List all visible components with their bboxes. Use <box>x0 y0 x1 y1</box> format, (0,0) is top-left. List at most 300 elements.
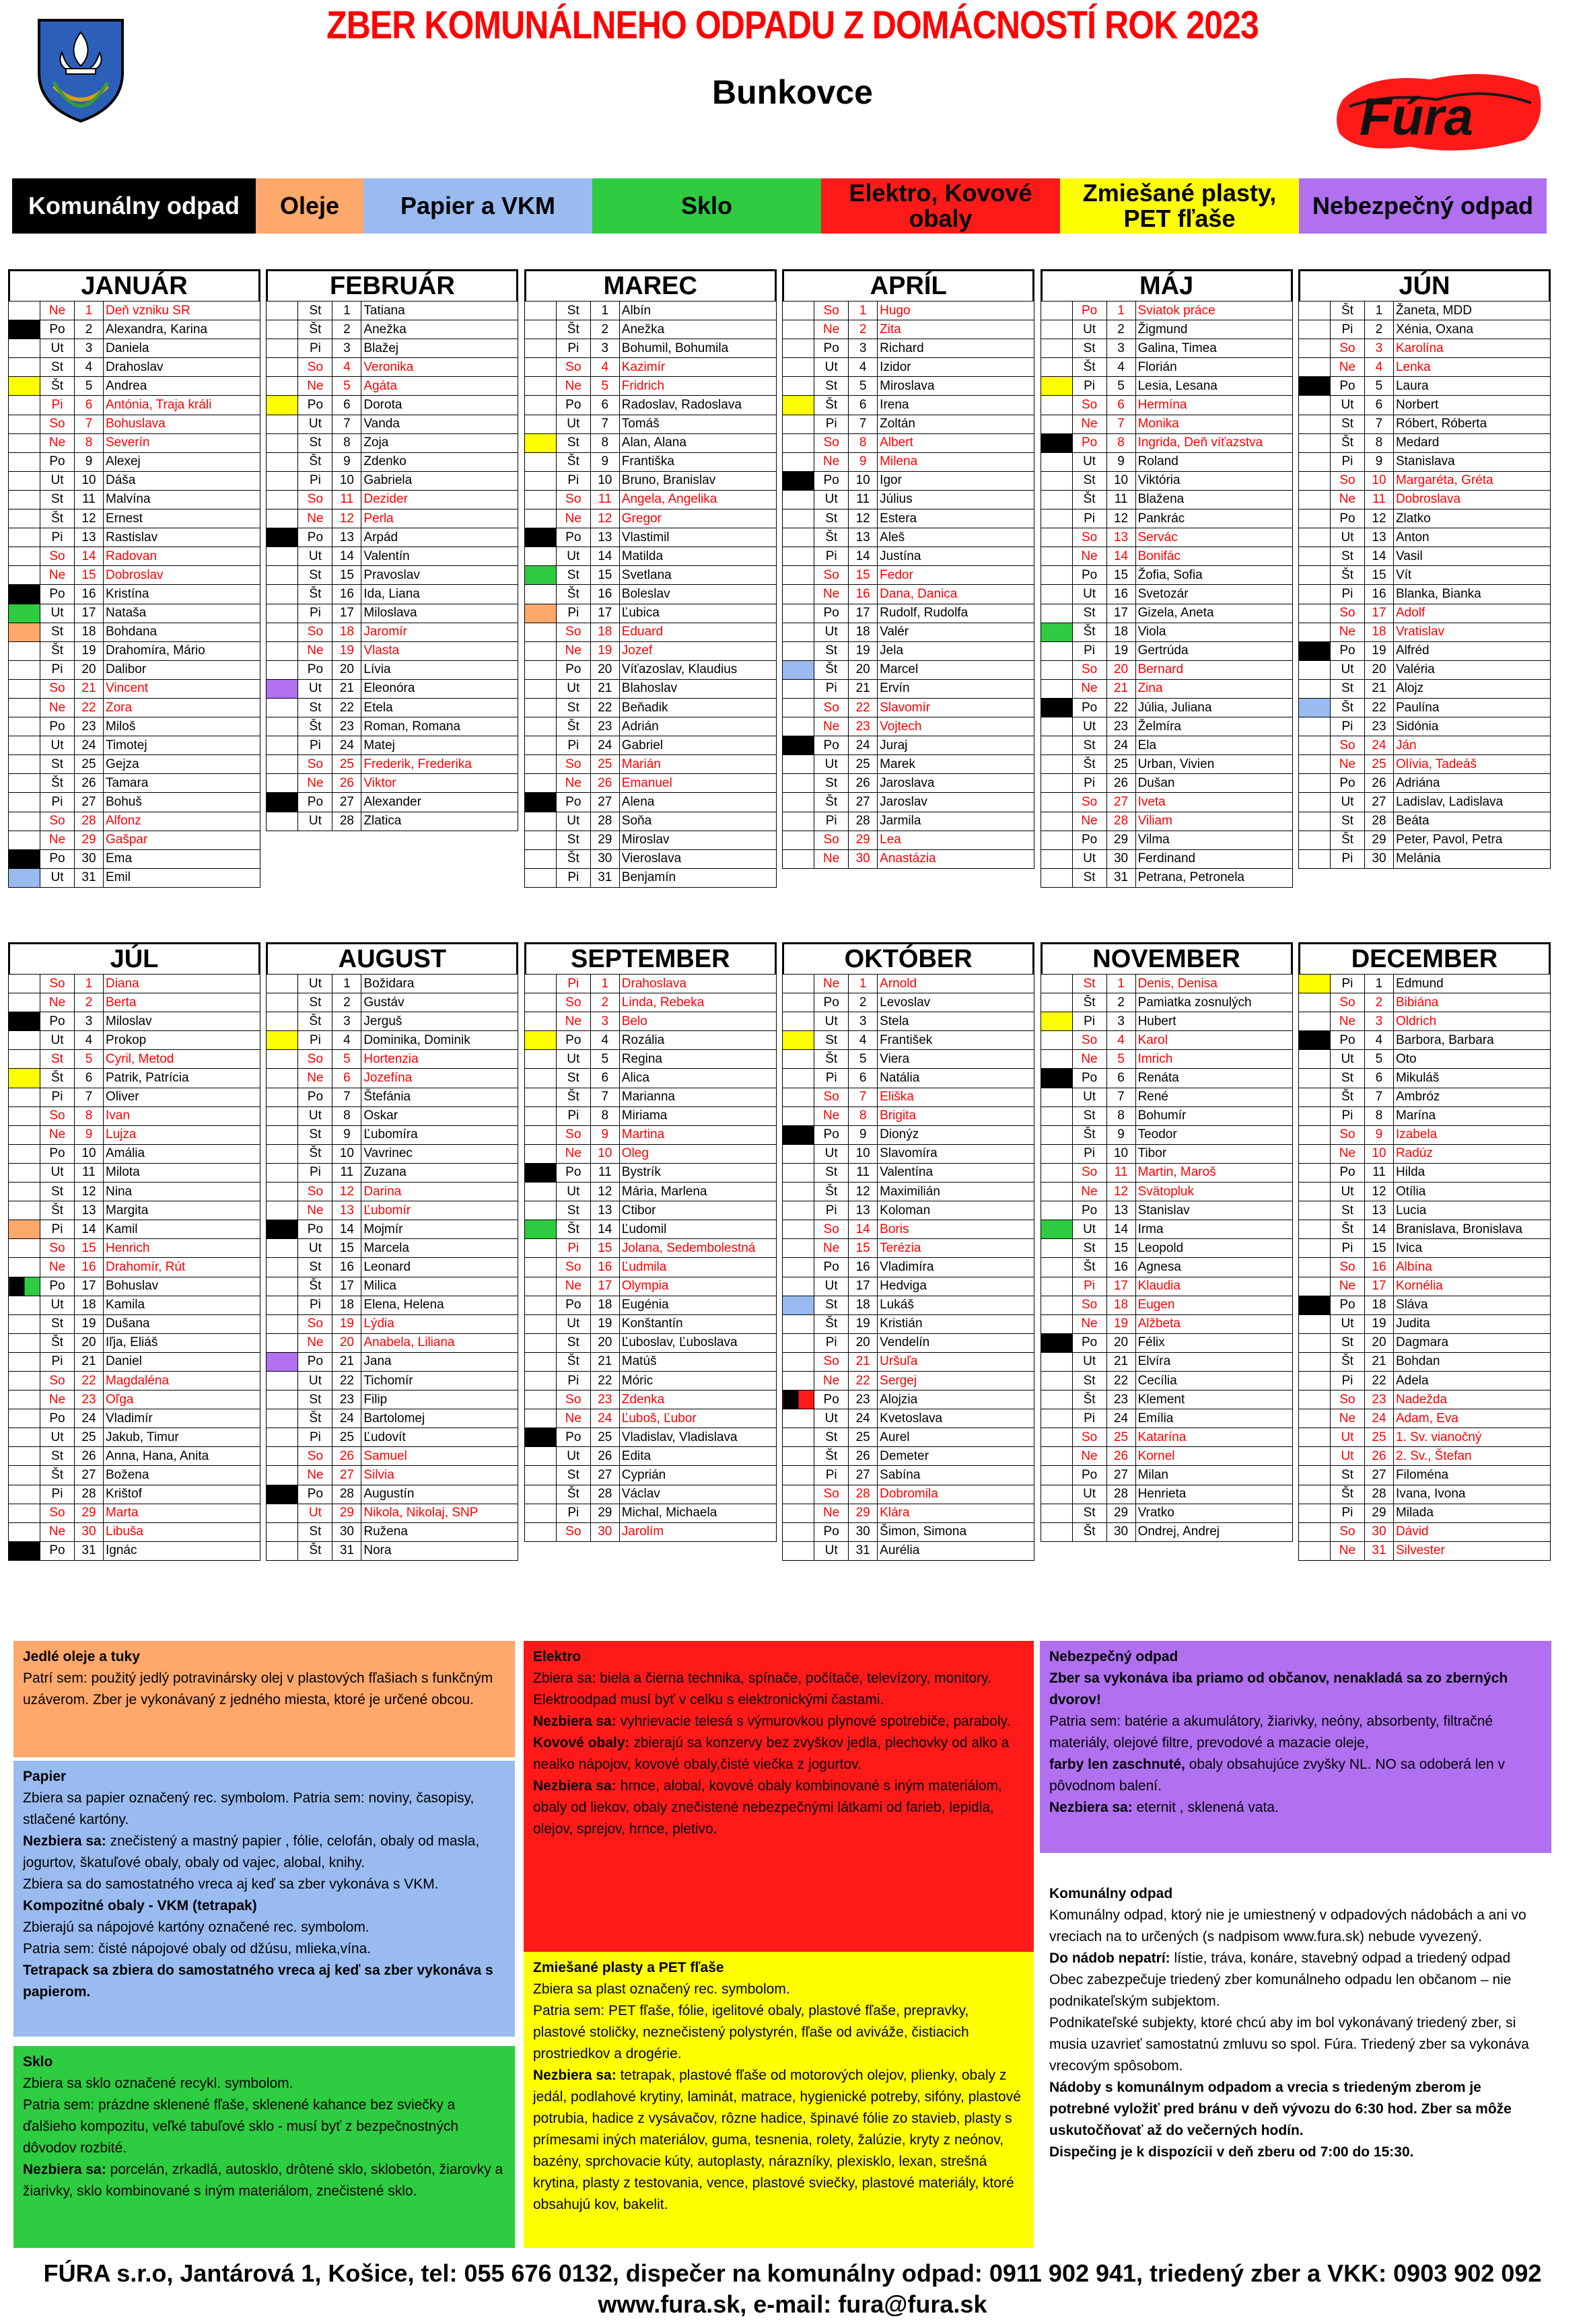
name-day: Terézia <box>878 1239 1034 1258</box>
day-row <box>267 1314 518 1333</box>
weekday: Ut <box>556 547 590 566</box>
name-day: Dominika, Dominik <box>361 1031 518 1050</box>
day-number: 29 <box>590 831 619 849</box>
collection-marker <box>524 377 556 396</box>
day-number: 15 <box>75 1239 104 1258</box>
legend-item: Nebezpečný odpad <box>1299 178 1547 234</box>
collection-marker <box>1298 1258 1330 1277</box>
collection-marker <box>783 320 814 339</box>
weekday: Ut <box>1330 1183 1364 1201</box>
day-number: 6 <box>590 396 619 415</box>
day-row <box>1041 641 1292 660</box>
day-number: 27 <box>590 1466 619 1485</box>
name-day: Renáta <box>1135 1069 1292 1088</box>
weekday: Ne <box>298 1201 332 1220</box>
weekday: St <box>814 1428 849 1447</box>
name-day: Marek <box>878 755 1034 774</box>
name-day: Aurélia <box>878 1541 1034 1560</box>
info-paragraph <box>533 1979 1024 2000</box>
weekday: Po <box>1330 641 1364 660</box>
collection-marker <box>267 396 298 415</box>
name-day: Etela <box>361 698 518 717</box>
weekday: St <box>1330 1466 1364 1485</box>
day-row <box>1041 1258 1292 1277</box>
info-text: Elektroodpad musí byť v celku s elektronickými častami. <box>533 1692 884 1707</box>
weekday: So <box>1330 471 1364 490</box>
collection-marker <box>1298 1371 1330 1390</box>
day-row <box>1298 528 1550 547</box>
collection-marker <box>1298 1031 1330 1050</box>
name-day: Diana <box>104 975 260 993</box>
collection-marker <box>9 868 40 887</box>
day-row <box>1298 774 1550 793</box>
legend-item: Papier a VKM <box>363 178 592 234</box>
day-number: 27 <box>1364 793 1393 812</box>
day-number: 30 <box>1106 1522 1135 1541</box>
day-number: 18 <box>332 1296 361 1314</box>
name-day: Jarolím <box>619 1522 776 1541</box>
day-number: 12 <box>849 1183 878 1201</box>
name-day: Pamiatka zosnulých <box>1135 993 1292 1012</box>
name-day: Miroslava <box>878 377 1034 396</box>
name-day: Fedor <box>878 566 1034 585</box>
day-number: 22 <box>1106 1371 1135 1390</box>
day-row <box>1298 1106 1550 1125</box>
day-number: 20 <box>1106 1333 1135 1352</box>
day-number: 11 <box>75 1163 104 1182</box>
info-bold: Nebezpečný odpad <box>1049 1649 1178 1664</box>
day-row <box>1041 452 1292 471</box>
name-day: Oliver <box>104 1088 260 1106</box>
day-row <box>267 396 518 415</box>
footer-contact: FÚRA s.r.o, Jantárová 1, Košice, tel: 055 676 0132, dispečer na komunálny odpad: 0911 902 941, triedený zber a VKK: 0903 902 092 <box>43 2259 1542 2287</box>
day-row <box>1298 1371 1550 1390</box>
day-number: 24 <box>332 1409 361 1428</box>
collection-marker <box>1041 774 1072 793</box>
month-table <box>1041 301 1293 888</box>
name-day: Laura <box>1393 377 1550 396</box>
month-table <box>266 974 518 1561</box>
day-row <box>1041 566 1292 585</box>
day-number: 13 <box>75 1201 104 1220</box>
day-row <box>267 1144 518 1163</box>
day-row <box>783 1088 1034 1106</box>
day-row <box>1041 849 1292 868</box>
name-day: Lívia <box>361 660 518 679</box>
day-row <box>1298 415 1550 433</box>
info-paragraph <box>533 1732 1024 1775</box>
day-row <box>1298 604 1550 623</box>
day-row <box>524 452 776 471</box>
weekday: Po <box>556 1296 590 1314</box>
day-row <box>1041 1201 1292 1220</box>
day-number: 24 <box>332 736 361 755</box>
collection-marker <box>9 993 40 1012</box>
collection-marker <box>1298 1409 1330 1428</box>
day-number: 9 <box>590 1125 619 1144</box>
info-paragraph <box>1049 2142 1542 2163</box>
name-day: Blanka, Bianka <box>1393 585 1550 604</box>
day-row <box>783 641 1034 660</box>
name-day: René <box>1135 1088 1292 1106</box>
name-day: Irena <box>878 396 1034 415</box>
name-day: Martina <box>619 1125 776 1144</box>
name-day: Vratislav <box>1393 623 1550 641</box>
day-row <box>9 377 260 396</box>
collection-marker <box>267 358 298 377</box>
day-number: 19 <box>849 641 878 660</box>
day-row <box>783 831 1034 849</box>
weekday: Po <box>1072 1069 1106 1088</box>
collection-marker <box>1041 1144 1072 1163</box>
day-row <box>524 509 776 528</box>
collection-marker <box>524 793 556 812</box>
weekday: So <box>556 490 590 509</box>
name-day: Oskar <box>361 1106 518 1125</box>
name-day: Hermína <box>1135 396 1292 415</box>
info-paragraph <box>23 2094 505 2159</box>
day-number: 28 <box>1364 1485 1393 1504</box>
day-row <box>524 585 776 604</box>
day-row <box>1298 566 1550 585</box>
info-bold: Kompozitné obaly - VKM (tetrapak) <box>23 1898 257 1913</box>
collection-marker <box>267 528 298 547</box>
collection-marker <box>783 302 814 320</box>
collection-marker <box>524 975 556 993</box>
name-day: Kornélia <box>1393 1277 1550 1296</box>
name-day: Bystrík <box>619 1163 776 1182</box>
weekday: Ne <box>1330 358 1364 377</box>
collection-marker <box>524 1239 556 1258</box>
name-day: Kornel <box>1135 1447 1292 1466</box>
collection-marker <box>1298 1333 1330 1352</box>
day-number: 14 <box>75 547 104 566</box>
name-day: Lea <box>878 831 1034 849</box>
name-day: Edmund <box>1393 975 1550 993</box>
name-day: Jozef <box>619 641 776 660</box>
collection-marker <box>267 377 298 396</box>
day-row <box>1041 1314 1292 1333</box>
day-number: 19 <box>332 1314 361 1333</box>
day-row <box>1041 1277 1292 1296</box>
collection-marker <box>267 755 298 774</box>
weekday: St <box>556 831 590 849</box>
collection-marker <box>783 1163 814 1182</box>
collection-marker <box>783 1541 814 1560</box>
collection-marker <box>1298 1069 1330 1088</box>
day-number: 2 <box>590 993 619 1012</box>
day-row <box>267 736 518 755</box>
day-number: 7 <box>590 415 619 433</box>
name-day: Anna, Hana, Anita <box>104 1447 260 1466</box>
calendar-second-half <box>8 942 1551 1561</box>
collection-marker <box>267 793 298 812</box>
day-row <box>267 1239 518 1258</box>
weekday: Po <box>814 471 849 490</box>
month-table <box>524 301 777 888</box>
day-row <box>1041 490 1292 509</box>
day-number: 19 <box>75 1314 104 1333</box>
day-row <box>783 1541 1034 1560</box>
weekday: St <box>1330 1201 1364 1220</box>
collection-marker <box>783 755 814 774</box>
collection-marker <box>1041 641 1072 660</box>
weekday: So <box>40 547 75 566</box>
weekday: Št <box>556 585 590 604</box>
collection-marker <box>783 396 814 415</box>
weekday: Št <box>298 585 332 604</box>
weekday: St <box>814 774 849 793</box>
day-number: 21 <box>590 679 619 698</box>
day-number: 25 <box>1364 755 1393 774</box>
day-row <box>9 1390 260 1409</box>
day-number: 19 <box>1106 1314 1135 1333</box>
day-number: 9 <box>1106 452 1135 471</box>
name-day: Patrik, Patrícia <box>104 1069 260 1088</box>
name-day: Eugénia <box>619 1296 776 1314</box>
day-number: 5 <box>1106 377 1135 396</box>
name-day: Arpád <box>361 528 518 547</box>
day-row <box>267 358 518 377</box>
day-number: 30 <box>849 1522 878 1541</box>
weekday: Št <box>556 717 590 736</box>
day-row <box>783 471 1034 490</box>
collection-marker <box>267 993 298 1012</box>
name-day: Mojmír <box>361 1220 518 1239</box>
weekday: Ut <box>814 1277 849 1296</box>
weekday: So <box>1330 604 1364 623</box>
name-day: Melánia <box>1393 849 1550 868</box>
weekday: So <box>814 831 849 849</box>
collection-marker <box>1041 1183 1072 1201</box>
collection-marker <box>783 679 814 698</box>
weekday: Ut <box>556 679 590 698</box>
collection-marker <box>267 490 298 509</box>
day-number: 9 <box>1364 1125 1393 1144</box>
name-day: Bohuš <box>104 793 260 812</box>
collection-marker <box>9 1183 40 1201</box>
day-row <box>783 1220 1034 1239</box>
day-row <box>267 490 518 509</box>
name-day: Hilda <box>1393 1163 1550 1182</box>
collection-marker <box>9 566 40 585</box>
day-number: 22 <box>1364 698 1393 717</box>
day-row <box>267 1050 518 1069</box>
collection-marker <box>524 623 556 641</box>
day-row <box>1041 585 1292 604</box>
day-row <box>783 623 1034 641</box>
day-number: 31 <box>332 1541 361 1560</box>
day-number: 10 <box>849 1144 878 1163</box>
day-row <box>1298 1314 1550 1333</box>
day-row <box>524 717 776 736</box>
day-number: 9 <box>75 1125 104 1144</box>
name-day: Milena <box>878 452 1034 471</box>
info-text: Komunálny odpad, ktorý nie je umiestnený v odpadových nádobách a ani vo vreciach na to určených (s nadpisom www.fura.sk) nebude vyvezený. <box>1049 1907 1526 1944</box>
day-number: 22 <box>332 1371 361 1390</box>
weekday: Pi <box>1330 849 1364 868</box>
weekday: Št <box>298 717 332 736</box>
day-row <box>524 993 776 1012</box>
collection-marker <box>783 1183 814 1201</box>
month-marec <box>524 269 777 888</box>
day-number: 3 <box>1106 339 1135 358</box>
day-row <box>267 1220 518 1239</box>
weekday: Pi <box>1330 320 1364 339</box>
name-day: Bernard <box>1135 660 1292 679</box>
day-row <box>1298 377 1550 396</box>
day-number: 26 <box>1106 1447 1135 1466</box>
weekday: Ne <box>40 698 75 717</box>
day-number: 27 <box>332 1466 361 1485</box>
day-number: 3 <box>1364 1012 1393 1031</box>
info-bold: Nezbiera sa: <box>23 1833 106 1849</box>
collection-marker <box>1298 736 1330 755</box>
day-number: 16 <box>849 585 878 604</box>
name-day: Miloslav <box>104 1012 260 1031</box>
name-day: Milan <box>1135 1466 1292 1485</box>
day-number: 19 <box>1106 641 1135 660</box>
collection-marker <box>9 1125 40 1144</box>
info-text: zbierajú sa konzervy bez zvyškov jedla, plechovky od alko a nealko nápojov, kovové obaly,čisté viečka z jogurtov. <box>533 1735 1010 1772</box>
weekday: Ut <box>40 339 75 358</box>
weekday: Ne <box>1330 1409 1364 1428</box>
collection-marker <box>267 320 298 339</box>
weekday: Ut <box>814 358 849 377</box>
day-row <box>783 320 1034 339</box>
day-number: 17 <box>75 604 104 623</box>
logo-text: Fúra <box>1360 87 1474 146</box>
weekday: St <box>1330 679 1364 698</box>
weekday: Po <box>298 1485 332 1504</box>
collection-marker <box>9 320 40 339</box>
day-number: 17 <box>849 604 878 623</box>
name-day: Viera <box>878 1050 1034 1069</box>
day-row <box>524 1296 776 1314</box>
day-number: 21 <box>332 1352 361 1371</box>
day-row <box>1041 1390 1292 1409</box>
weekday: Št <box>814 1050 849 1069</box>
info-text: vyhrievacie telesá s výmurovkou plynové spotrebiče, paraboly. <box>616 1714 1011 1729</box>
day-number: 21 <box>75 1352 104 1371</box>
name-day: Benjamín <box>619 868 776 887</box>
day-row <box>267 1031 518 1050</box>
collection-marker <box>1041 1409 1072 1428</box>
day-number: 8 <box>332 433 361 452</box>
weekday: Ut <box>1072 585 1106 604</box>
collection-marker <box>9 831 40 849</box>
day-number: 24 <box>1364 1409 1393 1428</box>
day-number: 12 <box>1364 509 1393 528</box>
info-text: eternit , sklenená vata. <box>1132 1800 1279 1815</box>
day-number: 18 <box>849 1296 878 1314</box>
day-row <box>783 1314 1034 1333</box>
day-number: 16 <box>1106 1258 1135 1277</box>
weekday: Pi <box>298 1428 332 1447</box>
weekday: Št <box>40 641 75 660</box>
info-paragraph <box>533 1689 1024 1711</box>
day-row <box>524 471 776 490</box>
name-day: Daniela <box>104 339 260 358</box>
day-number: 23 <box>75 717 104 736</box>
weekday: Ut <box>40 604 75 623</box>
day-number: 6 <box>1106 396 1135 415</box>
info-text: Patria sem: batérie a akumulátory, žiarivky, neóny, absorbenty, filtračné materiály, olejové filtre, prevodové a mazacie oleje, <box>1049 1714 1493 1751</box>
day-number: 23 <box>849 717 878 736</box>
day-number: 29 <box>75 831 104 849</box>
day-number: 20 <box>1106 660 1135 679</box>
collection-marker <box>1041 679 1072 698</box>
weekday: Št <box>1330 1220 1364 1239</box>
name-day: Ivan <box>104 1106 260 1125</box>
name-day: Ľuboš, Ľubor <box>619 1409 776 1428</box>
collection-marker <box>1298 1220 1330 1239</box>
weekday: Pi <box>298 1031 332 1050</box>
collection-marker <box>1298 1088 1330 1106</box>
day-number: 5 <box>1106 1050 1135 1069</box>
day-row <box>267 1504 518 1522</box>
collection-marker <box>783 452 814 471</box>
collection-marker <box>1041 1522 1072 1541</box>
name-day: Drahomíra, Mário <box>104 641 260 660</box>
weekday: Št <box>1072 993 1106 1012</box>
weekday: So <box>40 812 75 831</box>
collection-marker <box>1041 698 1072 717</box>
day-row <box>267 1106 518 1125</box>
day-number: 30 <box>75 1522 104 1541</box>
day-row <box>9 993 260 1012</box>
collection-marker <box>267 623 298 641</box>
weekday: Ut <box>1330 1050 1364 1069</box>
day-row <box>783 1466 1034 1485</box>
weekday: Ne <box>1330 1012 1364 1031</box>
weekday: Št <box>1330 302 1364 320</box>
collection-marker <box>524 755 556 774</box>
day-number: 26 <box>1364 1447 1393 1466</box>
name-day: Matilda <box>619 547 776 566</box>
day-row <box>1041 793 1292 812</box>
day-row <box>267 1485 518 1504</box>
name-day: Paulína <box>1393 698 1550 717</box>
name-day: Július <box>878 490 1034 509</box>
name-day: Nora <box>361 1541 518 1560</box>
day-number: 7 <box>849 1088 878 1106</box>
weekday: Ne <box>40 993 75 1012</box>
month-table <box>1298 301 1551 869</box>
collection-marker <box>783 358 814 377</box>
weekday: St <box>1072 1106 1106 1125</box>
collection-marker <box>1041 1333 1072 1352</box>
weekday: St <box>1072 1239 1106 1258</box>
weekday: So <box>40 1504 75 1522</box>
collection-marker <box>524 1220 556 1239</box>
day-number: 23 <box>849 1390 878 1409</box>
collection-marker <box>1298 1183 1330 1201</box>
info-hazardous <box>1040 1641 1551 1853</box>
name-day: Izidor <box>878 358 1034 377</box>
day-number: 21 <box>1364 1352 1393 1371</box>
collection-marker <box>1041 1088 1072 1106</box>
name-day: Miloslava <box>361 604 518 623</box>
name-day: Radoslav, Radoslava <box>619 396 776 415</box>
weekday: Ne <box>40 1522 75 1541</box>
weekday: Pi <box>556 1504 590 1522</box>
collection-marker <box>267 1428 298 1447</box>
info-bold: Zmiešané plasty a PET fľaše <box>533 1960 724 1975</box>
info-paragraph <box>23 1766 505 1788</box>
weekday: So <box>556 358 590 377</box>
day-row <box>1041 1069 1292 1088</box>
